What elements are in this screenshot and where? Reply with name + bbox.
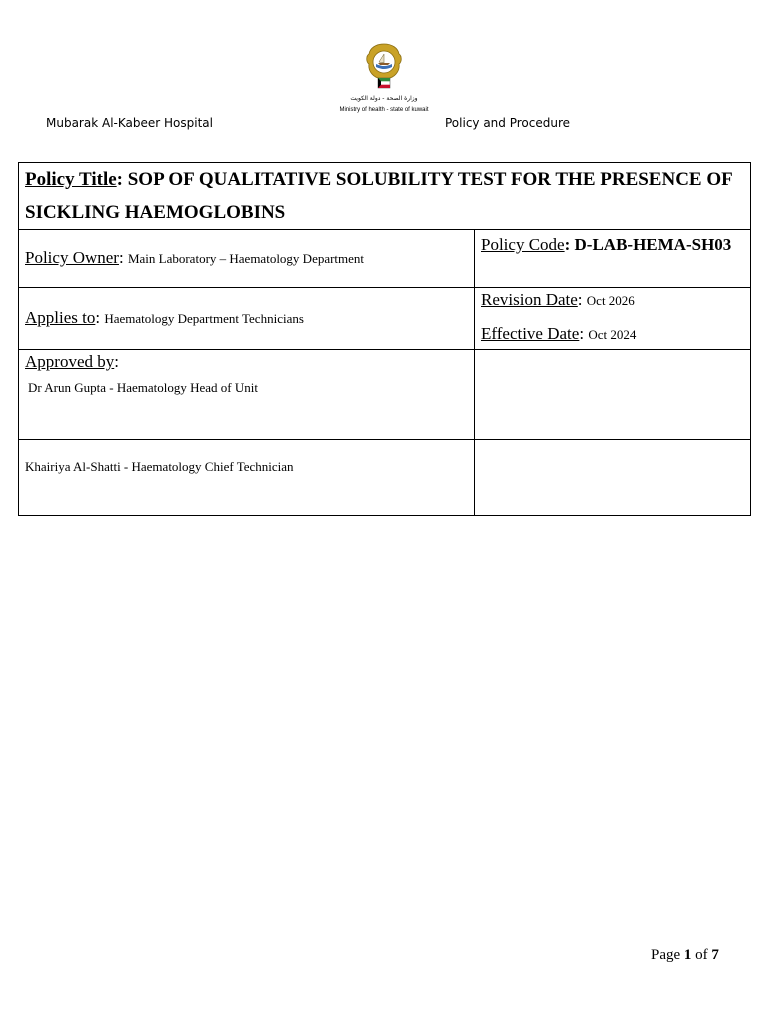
applies-to-label: Applies to (25, 308, 96, 327)
logo-arabic-text: وزارة الصحة - دولة الكويت (350, 95, 418, 102)
kuwait-emblem-icon (364, 42, 404, 94)
page-current: 1 (683, 947, 692, 963)
logo-english-text: Ministry of health - state of kuwait (339, 107, 429, 113)
policy-title-row (19, 163, 751, 230)
policy-title: Policy Title: SOP OF QUALITATIVE SOLUBILITY TEST FOR THE PRESENCE OF SICKLING HAEMOGLOBINS (25, 169, 733, 223)
policy-code-label: Policy Code (481, 235, 565, 254)
policy-title-value: SOP OF QUALITATIVE SOLUBILITY TEST FOR THE PRESENCE OF SICKLING HAEMOGLOBINS (25, 169, 733, 223)
policy-owner-value: Main Laboratory – Haematology Department (127, 251, 365, 266)
applies-to-value: Haematology Department Technicians (104, 311, 304, 326)
policy-table (18, 162, 751, 516)
policy-code-cell: Policy Code: D-LAB-HEMA-SH03 (475, 230, 751, 288)
policy-title-cell (19, 163, 751, 230)
approver-2: Khairiya Al-Shatti - Haematology Chief Technician (25, 459, 294, 474)
approver-2-signature-cell (475, 440, 751, 516)
approver-1: Dr Arun Gupta - Haematology Head of Unit (28, 380, 258, 395)
approver-1-signature-cell (475, 350, 751, 440)
hospital-name: Mubarak Al-Kabeer Hospital (46, 116, 213, 130)
of-word: of (695, 947, 708, 963)
applies-to-row (19, 288, 751, 350)
policy-owner-cell: Policy Owner: Main Laboratory – Haematology Department (19, 230, 475, 288)
document-type: Policy and Procedure (445, 116, 571, 130)
ministry-logo (336, 40, 432, 118)
revision-date-label: Revision Date (481, 290, 578, 309)
approver-2-cell (19, 440, 475, 516)
page-total: 7 (711, 947, 719, 963)
approved-by-row (19, 350, 751, 440)
effective-date-value: Oct 2024 (588, 327, 637, 342)
approved-by-label: Approved by (25, 352, 115, 371)
page-word: Page (651, 947, 681, 963)
effective-date-label: Effective Date (481, 324, 580, 343)
page-number (651, 945, 719, 965)
dates-cell: Revision Date: Oct 2026 Effective Date: Oct 2024 (475, 288, 751, 350)
revision-date-value: Oct 2026 (586, 293, 635, 308)
policy-title-label: Policy Title (25, 169, 117, 190)
policy-code-value: D-LAB-HEMA-SH03 (574, 235, 732, 254)
policy-owner-row (19, 230, 751, 288)
applies-to-cell: Applies to: Haematology Department Technicians (19, 288, 475, 350)
approver-2-row (19, 440, 751, 516)
approved-by-cell: Approved by: Dr Arun Gupta - Haematology Head of Unit (19, 350, 475, 440)
policy-owner-label: Policy Owner (25, 248, 119, 267)
